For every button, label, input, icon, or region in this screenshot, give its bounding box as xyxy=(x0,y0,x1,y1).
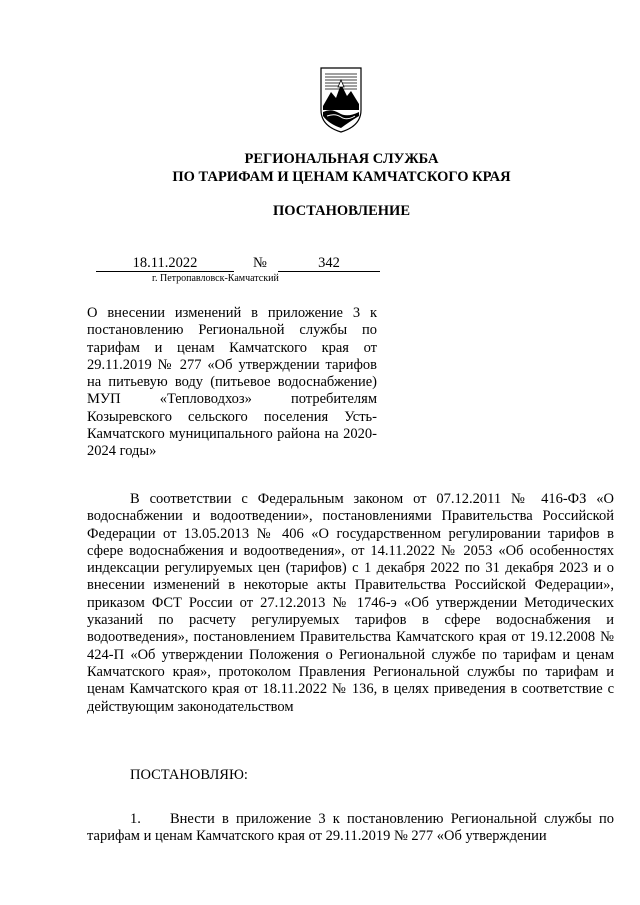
document-type: ПОСТАНОВЛЕНИЕ xyxy=(272,203,410,219)
decree-heading: ПОСТАНОВЛЯЮ: xyxy=(130,767,248,783)
number-sign: № xyxy=(253,255,267,271)
organization-name-line1: РЕГИОНАЛЬНАЯ СЛУЖБА xyxy=(244,151,439,167)
kamchatka-coat-of-arms-icon xyxy=(319,66,363,134)
document-date: 18.11.2022 xyxy=(96,256,234,272)
preamble-paragraph: В соответствии с Федеральным законом от 07.12.2011 № 416-ФЗ «О водоснабжении и водоотведении», постановлениями Правительства Российской Федерации от 13.05.2013 № 406 «О государственном регулировании тарифов в сфере водоснабжения и водоотведения», от 14.11.2022 № 2053 «Об особенностях индексации регулируемых цен (тарифов) с 1 декабря 2022 по 31 декабря 2023 и о внесении изменений в некоторые акты Правительства Российской Федерации», приказом ФСТ России от 27.12.2013 № 1746-э «Об утверждении Методических указаний по расчету регулируемых тарифов в сфере водоснабжения и водоотведения», постановлением Правительства Камчатского края от 19.12.2008 № 424-П «Об утверждении Положения о Региональной службе по тарифам и ценам Камчатского края», протоколом Правления Региональной службы по тарифам и ценам Камчатского края от 18.11.2022 № 136, в целях приведения в соответствие с действующим законодательством xyxy=(87,491,614,715)
document-subject: О внесении изменений в приложение 3 к постановлению Региональной службы по тарифам и ценам Камчатского края от 29.11.2019 № 277 «Об утверждении тарифов на питьевую воду (питьевое водоснабжение) МУП «Тепловодхоз» потребителям Козыревского сельского поселения Усть-Камчатского муниципального района на 2020-2024 годы» xyxy=(87,305,377,460)
document-city: г. Петропавловск-Камчатский xyxy=(152,273,279,284)
list-item-text: Внести в приложение 3 к постановлению Региональной службы по тарифам и ценам Камчатского края от 29.11.2019 № 277 «Об утверждении xyxy=(87,811,614,845)
document-number: 342 xyxy=(278,256,380,272)
list-item xyxy=(87,811,614,846)
list-item-number: 1. xyxy=(130,811,141,827)
organization-name-line2: ПО ТАРИФАМ И ЦЕНАМ КАМЧАТСКОГО КРАЯ xyxy=(172,169,511,185)
